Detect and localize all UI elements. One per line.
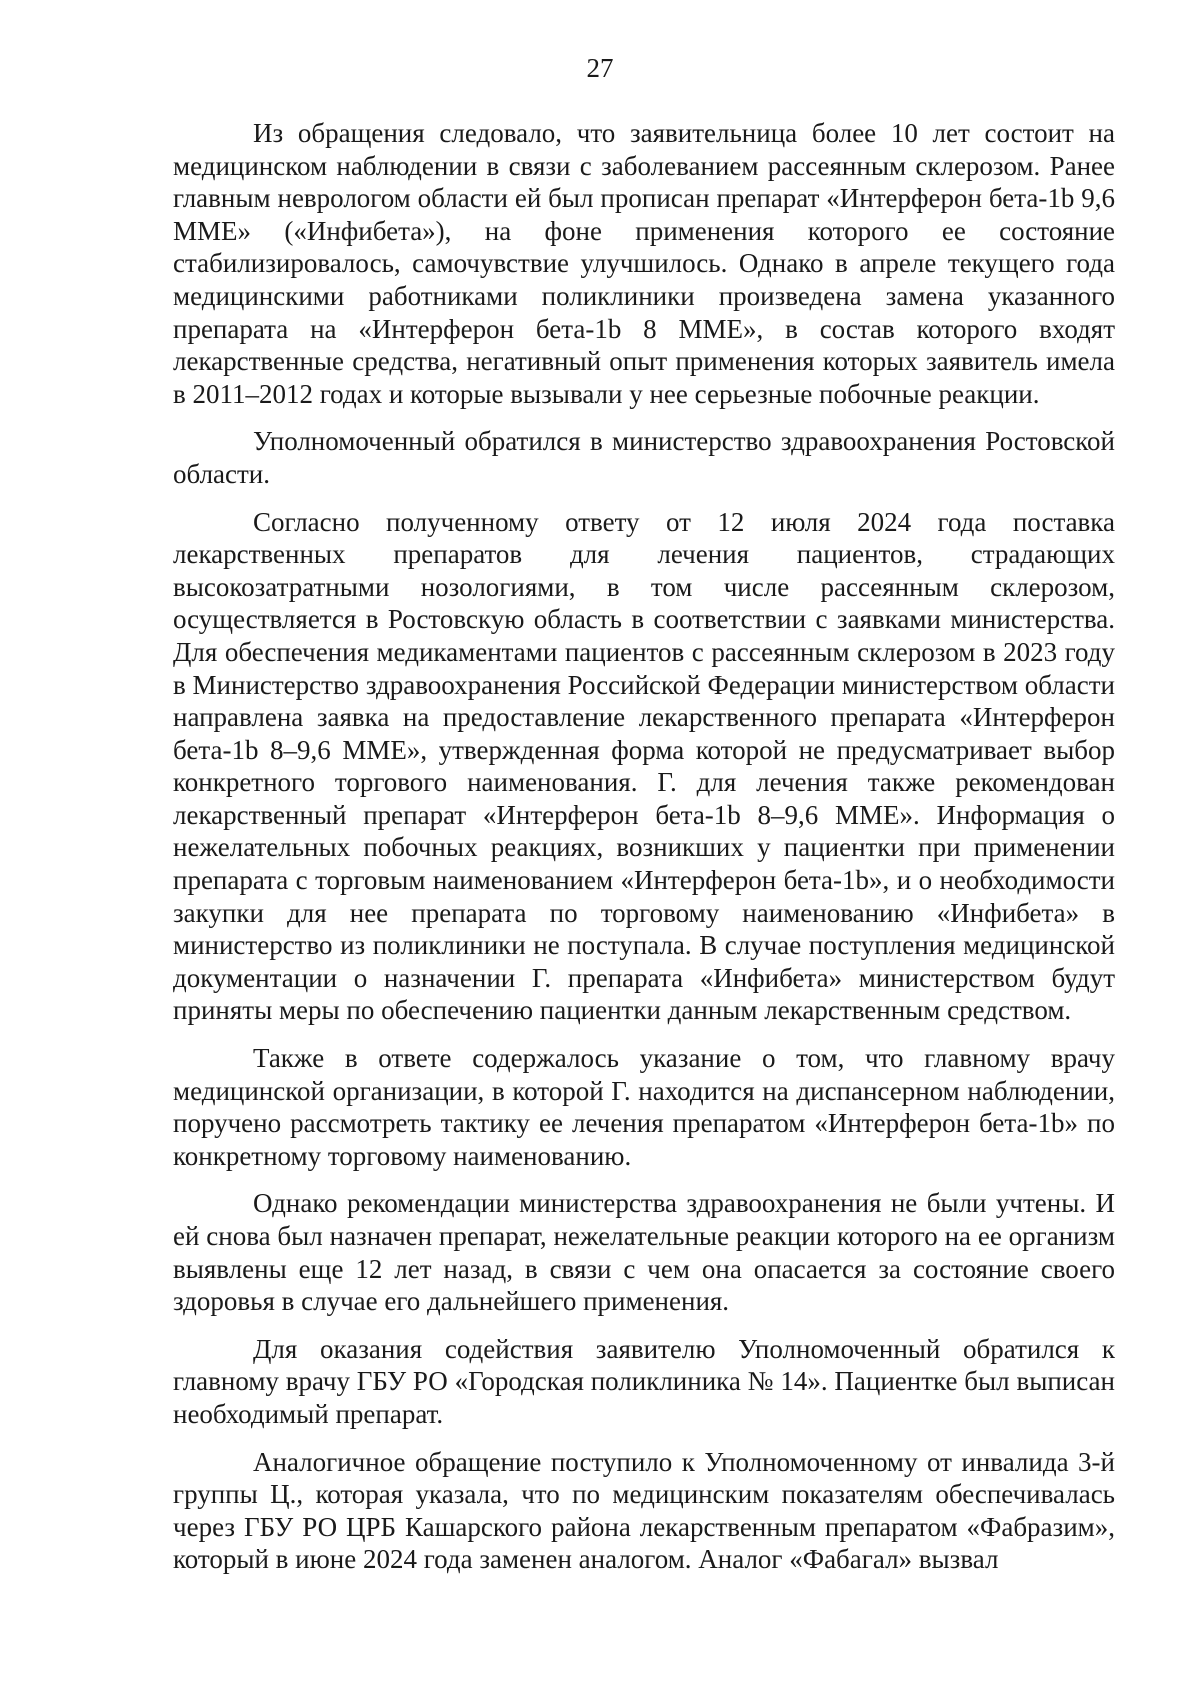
paragraph-similar-appeal: Аналогичное обращение поступило к Уполномоченному от инвалида 3-й группы Ц., которая указала, что по медицинским показателям обеспечивалась через ГБУ РО ЦРБ Кашарского района лекарственным препаратом «Фабразим», который в июне 2024 года заменен аналогом. Аналог «Фабагал» вызвал (173, 1446, 1115, 1575)
paragraph-appeal-details: Из обращения следовало, что заявительница более 10 лет состоит на медицинском наблюдении в связи с заболеванием рассеянным склерозом. Ранее главным неврологом области ей был прописан препарат «Интерферон бета-1b 9,6 ММЕ» («Инфибета»), на фоне применения которого ее состояние стабилизировалось, самочувствие улучшилось. Однако в апреле текущего года медицинскими работниками поликлиники произведена замена указанного препарата на «Интерферон бета-1b 8 ММЕ», в состав которого входят лекарственные средства, негативный опыт применения которых заявитель имела в 2011–2012 годах и которые вызывали у нее серьезные побочные реакции. (173, 118, 1115, 409)
paragraph-assistance-result: Для оказания содействия заявителю Уполномоченный обратился к главному врачу ГБУ РО «Городская поликлиника № 14». Пациентке был выписан необходимый препарат. (173, 1333, 1115, 1429)
paragraph-ombudsman-request: Уполномоченный обратился в министерство здравоохранения Ростовской области. (173, 426, 1115, 489)
body-text (173, 117, 1115, 1576)
paragraph-ministry-response: Согласно полученному ответу от 12 июля 2024 года поставка лекарственных препаратов для лечения пациентов, страдающих высокозатратными нозологиями, в том числе рассеянным склерозом, осуществляется в Ростовскую область в соответствии с заявками министерства. Для обеспечения медикаментами пациентов с рассеянным склерозом в 2023 году в Министерство здравоохранения Российской Федерации министерством области направлена заявка на предоставление лекарственного препарата «Интерферон бета-1b 8–9,6 ММЕ», утвержденная форма которой не предусматривает выбор конкретного торгового наименования. Г. для лечения также рекомендован лекарственный препарат «Интерферон бета-1b 8–9,6 ММЕ». Информация о нежелательных побочных реакциях, возникших у пациентки при применении препарата с торговым наименованием «Интерферон бета-1b», и о необходимости закупки для нее препарата по торговому наименованию «Инфибета» в министерство из поликлиники не поступала. В случае поступления медицинской документации о назначении Г. препарата «Инфибета» министерством будут приняты меры по обеспечению пациентки данным лекарственным средством. (173, 506, 1115, 1026)
paragraph-chief-doctor-instruction: Также в ответе содержалось указание о том, что главному врачу медицинской организации, в которой Г. находится на диспансерном наблюдении, поручено рассмотреть тактику ее лечения препаратом «Интерферон бета-1b» по конкретному торговому наименованию. (173, 1043, 1115, 1171)
page-number: 27 (586, 53, 614, 83)
paragraph-recommendations-ignored: Однако рекомендации министерства здравоохранения не были учтены. И ей снова был назначен препарат, нежелательные реакции которого на ее организм выявлены еще 12 лет назад, в связи с чем она опасается за состояние своего здоровья в случае его дальнейшего применения. (173, 1188, 1115, 1317)
